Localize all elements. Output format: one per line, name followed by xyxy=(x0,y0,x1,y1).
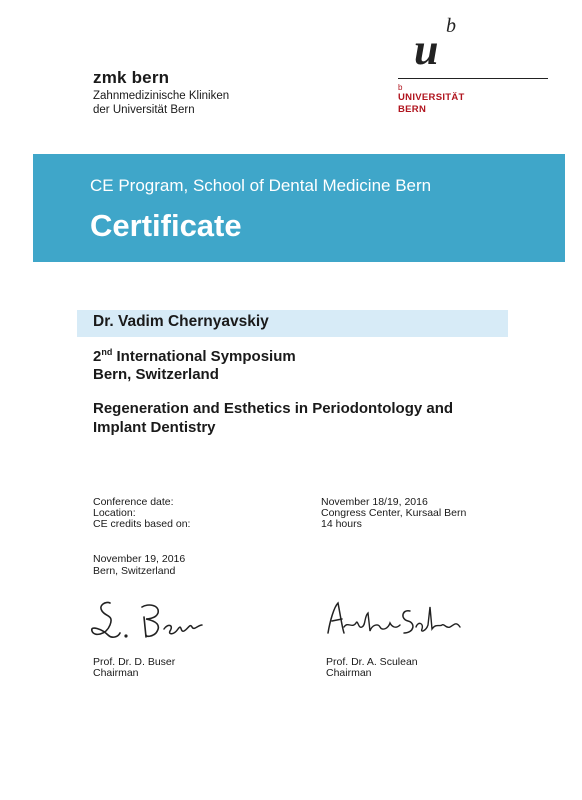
symposium-location: Bern, Switzerland xyxy=(93,366,219,383)
signatory-2-name: Prof. Dr. A. Sculean xyxy=(326,656,418,668)
university-small-b: b xyxy=(398,83,403,92)
symposium-name xyxy=(93,347,296,365)
symposium-title: International Symposium xyxy=(112,348,296,365)
topic-line2: Implant Dentistry xyxy=(93,419,216,436)
signatory-1-role: Chairman xyxy=(93,667,139,679)
conference-date-value: November 18/19, 2016 xyxy=(321,496,428,508)
org-subtitle-line2: der Universität Bern xyxy=(93,104,195,116)
location-value: Congress Center, Kursaal Bern xyxy=(321,507,467,519)
topic-line1: Regeneration and Esthetics in Periodontology and xyxy=(93,400,454,417)
logo-letter-u: u xyxy=(414,25,439,72)
issue-date: November 19, 2016 xyxy=(93,553,186,565)
university-name-line1: UNIVERSITÄT xyxy=(398,92,465,103)
issue-place: Bern, Switzerland xyxy=(93,565,176,577)
recipient-name: Dr. Vadim Chernyavskiy xyxy=(93,313,269,330)
university-name-line2: BERN xyxy=(398,104,427,115)
logo-letter-b: b xyxy=(446,15,456,37)
signatory-2-role: Chairman xyxy=(326,667,372,679)
conference-date-label: Conference date: xyxy=(93,496,174,508)
program-name: CE Program, School of Dental Medicine Bern xyxy=(90,176,432,195)
certificate-title: Certificate xyxy=(90,208,242,243)
signatory-1-name: Prof. Dr. D. Buser xyxy=(93,656,176,668)
signature-sculean xyxy=(318,593,468,648)
ce-credits-value: 14 hours xyxy=(321,518,362,530)
org-title: zmk bern xyxy=(93,68,170,87)
signature-buser xyxy=(88,595,218,645)
university-logo xyxy=(408,14,468,72)
ce-credits-label: CE credits based on: xyxy=(93,518,191,530)
logo-divider xyxy=(398,78,548,79)
symposium-ordinal-suffix: nd xyxy=(101,347,113,357)
location-label: Location: xyxy=(93,507,136,519)
org-subtitle-line1: Zahnmedizinische Kliniken xyxy=(93,90,230,102)
symposium-ordinal-number: 2 xyxy=(93,348,102,365)
